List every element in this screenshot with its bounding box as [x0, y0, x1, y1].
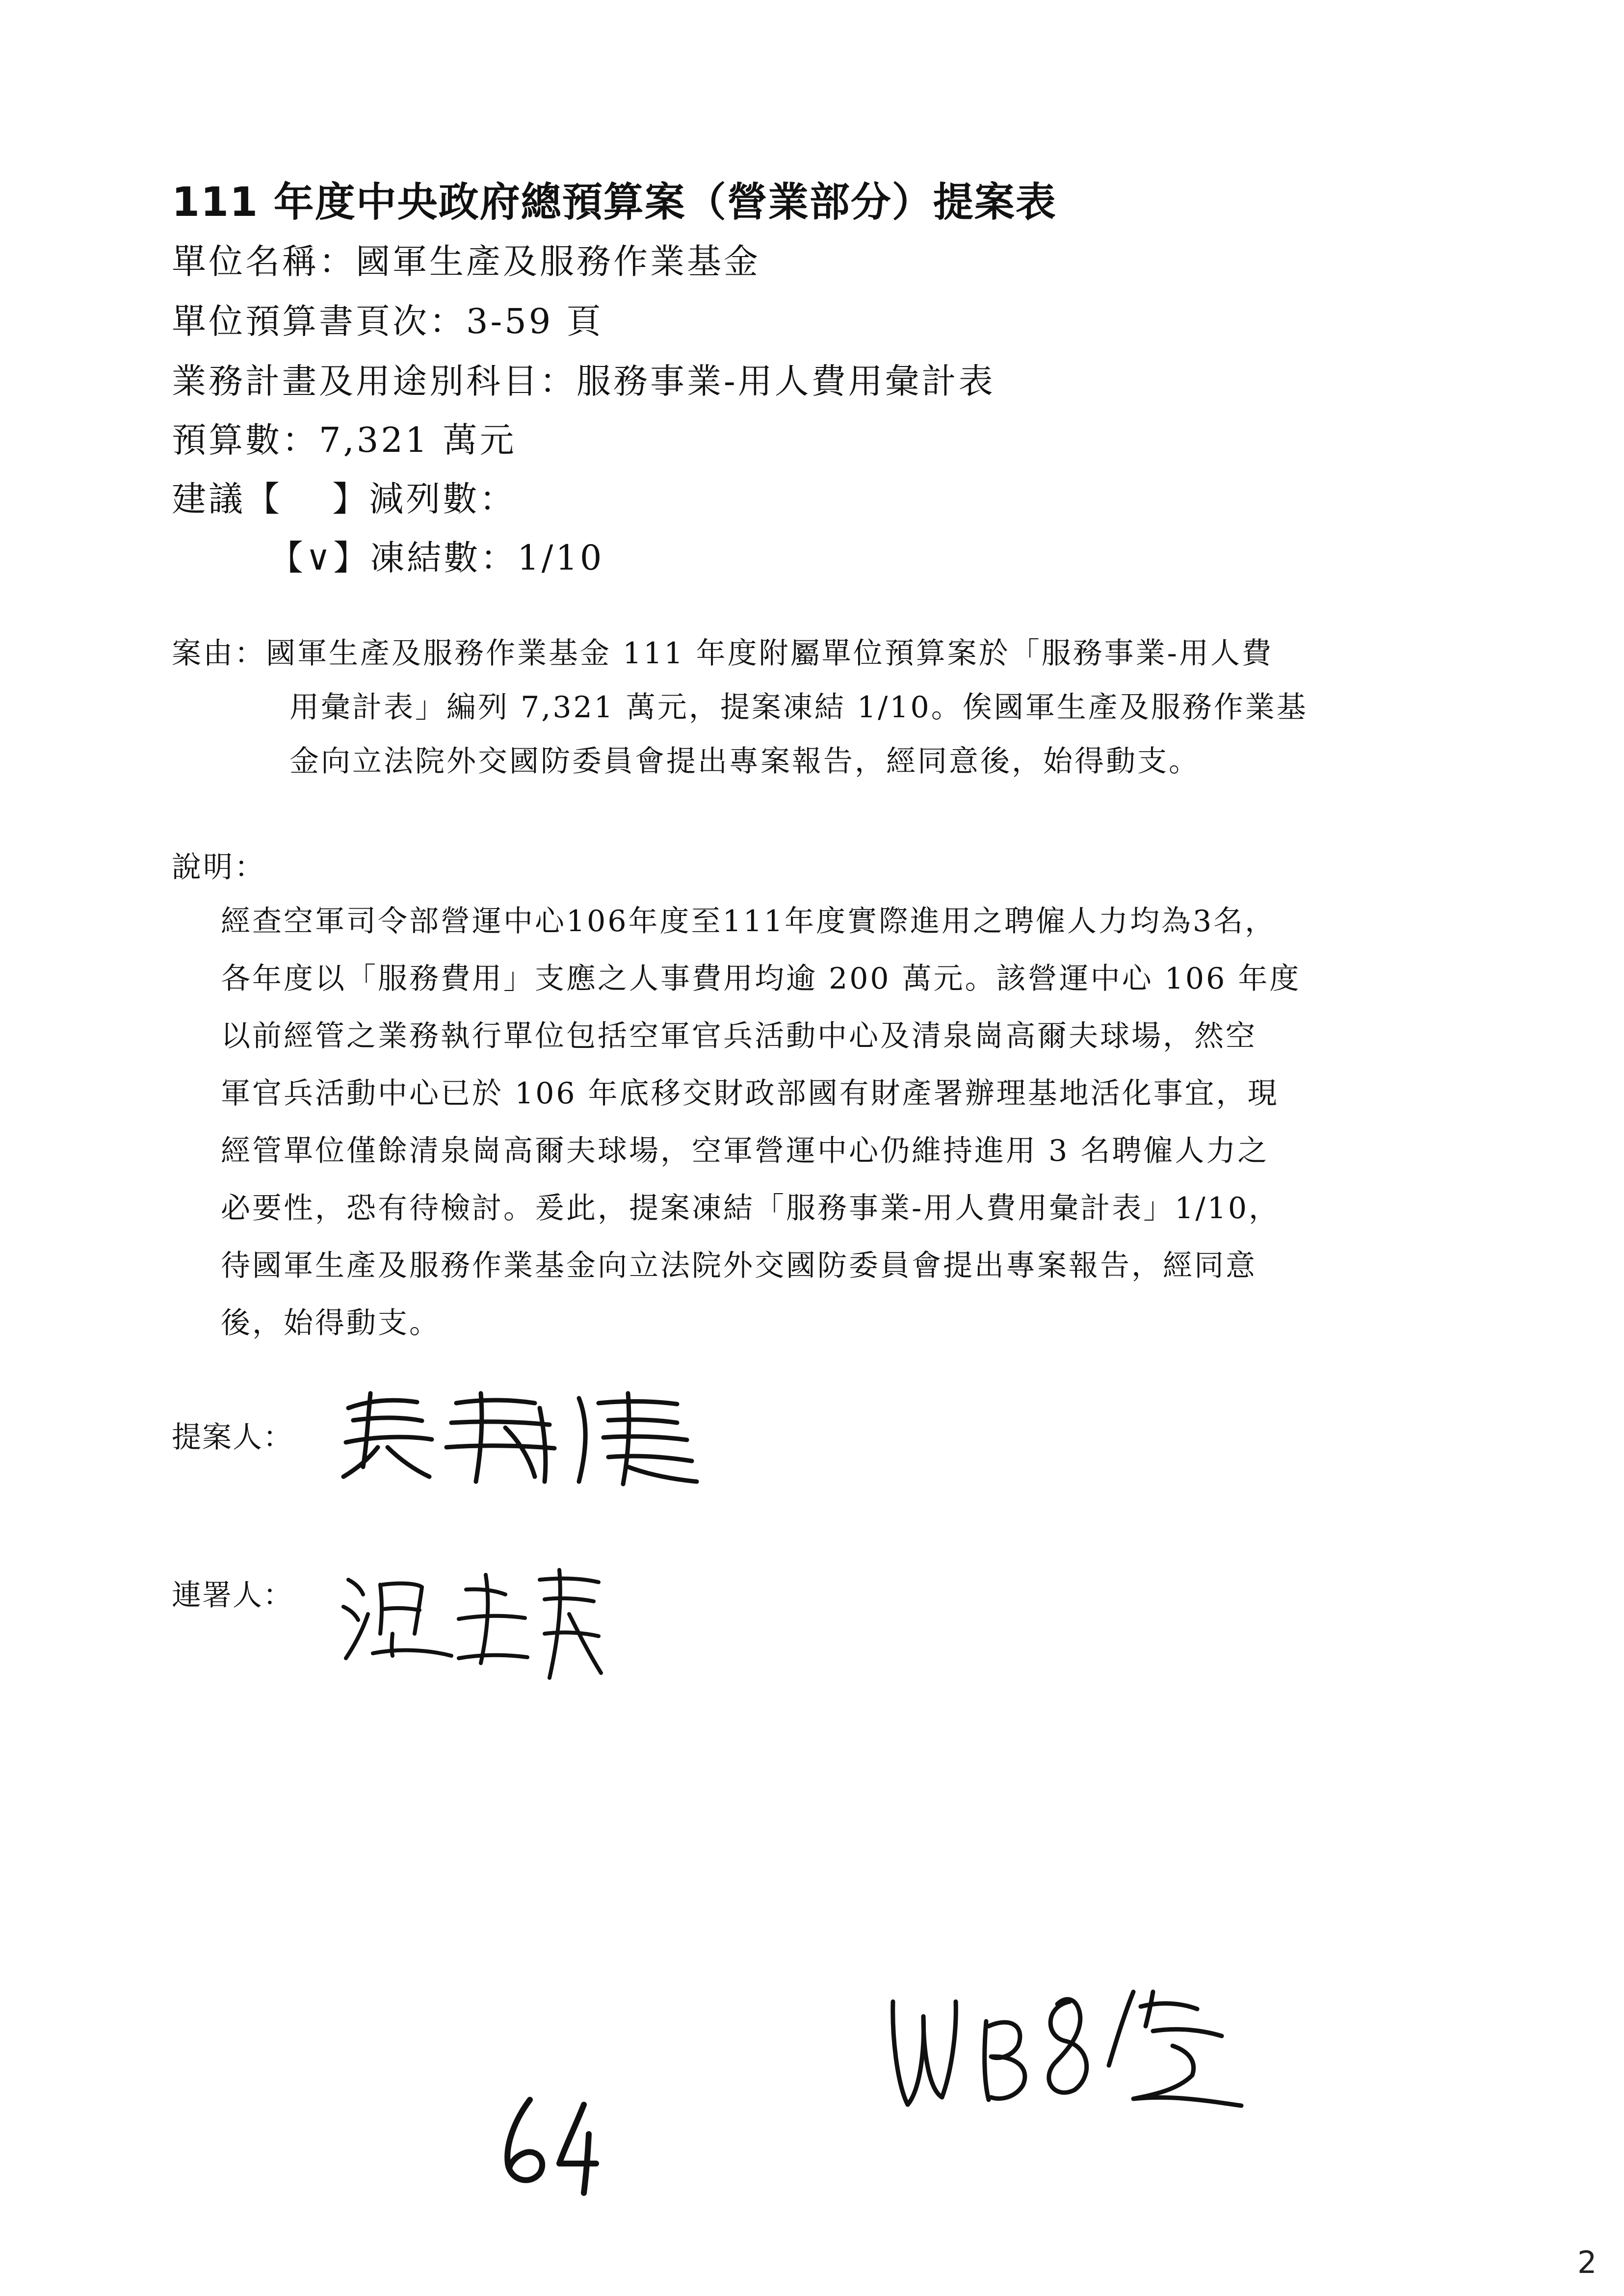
unit-name: 單位名稱：國軍生產及服務作業基金 — [172, 241, 760, 282]
budget-amount: 預算數：7,321 萬元 — [172, 420, 517, 460]
handwritten-mark — [878, 1972, 1251, 2129]
cosigner-signature — [334, 1560, 608, 1688]
case-line: 用彙計表」編列 7,321 萬元，提案凍結 1/10。俟國軍生產及服務作業基 — [289, 690, 1308, 725]
business-plan: 業務計畫及用途別科目：服務事業-用人費用彙計表 — [172, 361, 995, 401]
page-number: 2 — [1577, 2244, 1597, 2280]
explanation-line: 必要性，恐有待檢討。爰此，提案凍結「服務事業-用人費用彙計表」1/10， — [221, 1191, 1281, 1226]
case-line: 金向立法院外交國防委員會提出專案報告，經同意後，始得動支。 — [289, 744, 1200, 779]
explanation-line: 經查空軍司令部營運中心106年度至111年度實際進用之聘僱人力均為3名， — [221, 904, 1277, 939]
suggestion-reduce: 建議【 】減列數： — [172, 479, 517, 519]
explanation-line: 經管單位僅餘清泉崗高爾夫球場，空軍營運中心仍維持進用 3 名聘僱人力之 — [221, 1134, 1269, 1168]
page-title: 111 年度中央政府總預算案（營業部分）提案表 — [172, 179, 1057, 226]
explanation-line: 以前經管之業務執行單位包括空軍官兵活動中心及清泉崗高爾夫球場，然空 — [221, 1019, 1257, 1053]
explanation-line: 軍官兵活動中心已於 106 年底移交財政部國有財產署辦理基地活化事宜，現 — [221, 1076, 1279, 1111]
explanation-line: 後，始得動支。 — [221, 1306, 441, 1340]
budget-page: 單位預算書頁次：3-59 頁 — [172, 301, 603, 341]
handwritten-number — [491, 2090, 618, 2198]
proposer-label: 提案人： — [172, 1420, 293, 1455]
suggestion-freeze: 【∨】凍結數：1/10 — [269, 538, 604, 578]
cosigner-label: 連署人： — [172, 1578, 293, 1613]
explanation-heading: 說明： — [172, 850, 266, 885]
proposer-signature — [334, 1374, 707, 1491]
case-line: 案由：國軍生產及服務作業基金 111 年度附屬單位預算案於「服務事業-用人費 — [172, 636, 1273, 671]
explanation-line: 待國軍生產及服務作業基金向立法院外交國防委員會提出專案報告，經同意 — [221, 1249, 1257, 1283]
explanation-line: 各年度以「服務費用」支應之人事費用均逾 200 萬元。該營運中心 106 年度 — [221, 962, 1301, 996]
